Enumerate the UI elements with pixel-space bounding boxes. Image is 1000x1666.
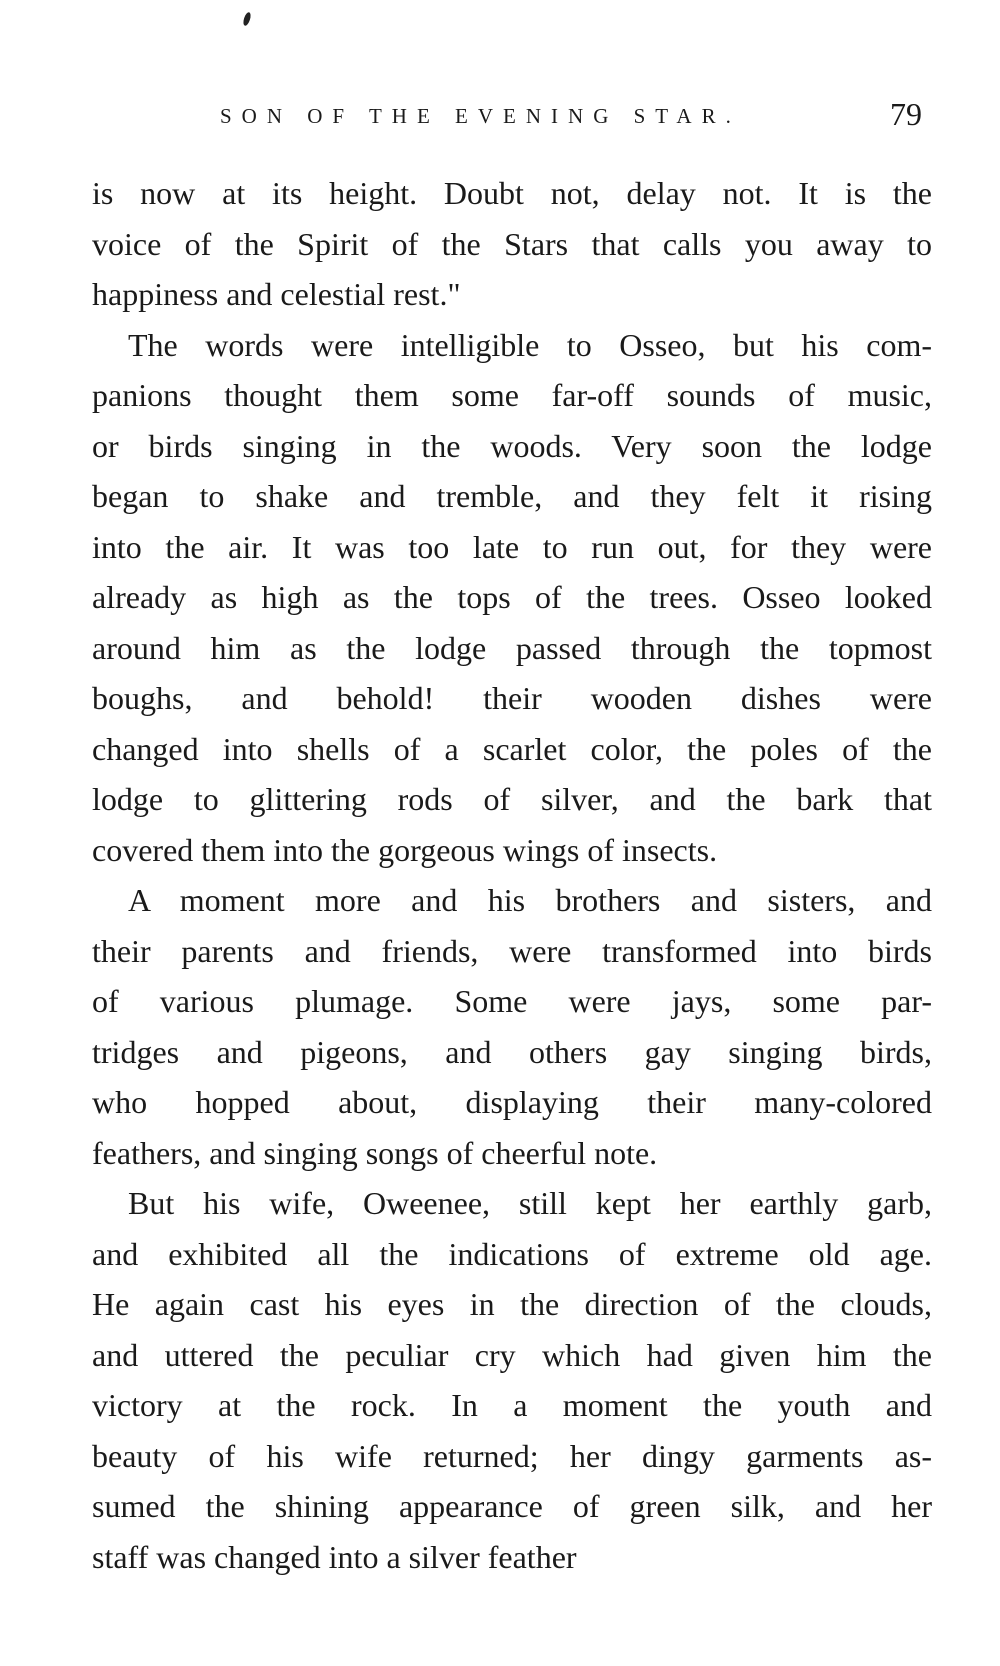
text-line: A moment more and his brothers and sisters, and — [128, 882, 932, 918]
text-line: and exhibited all the indications of extreme old age. — [92, 1235, 932, 1272]
text-line: is now at its height. Doubt not, delay not. It is the — [92, 175, 932, 211]
text-line: lodge to glittering rods of silver, and the bark that — [92, 781, 932, 817]
text-line: or birds singing in the woods. Very soon the lodge — [92, 427, 932, 464]
text-line: of various plumage. Some were jays, some par- — [92, 983, 932, 1019]
text-line: panions thought them some far-off sounds of music, — [92, 377, 932, 413]
text-line: happiness and celestial rest." — [92, 276, 461, 312]
text-line: changed into shells of a scarlet color, the poles of the — [92, 730, 932, 767]
text-line: began to shake and tremble, and they felt it rising — [92, 478, 932, 514]
running-title: SON OF THE EVENING STAR. — [220, 104, 741, 128]
paragraph-1 — [92, 168, 932, 320]
paragraph-4 — [92, 1178, 932, 1582]
paragraph-2 — [92, 320, 932, 876]
text-line: their parents and friends, were transformed into birds — [92, 932, 932, 969]
text-line: already as high as the tops of the trees. Osseo looked — [92, 579, 932, 615]
text-line: He again cast his eyes in the direction of the clouds, — [92, 1286, 932, 1322]
body-text — [92, 168, 932, 1582]
text-line: boughs, and behold! their wooden dishes were — [92, 680, 932, 716]
text-line: into the air. It was too late to run out, for they were — [92, 528, 932, 565]
text-line: staff was changed into a silver feather — [92, 1538, 577, 1575]
text-line: sumed the shining appearance of green silk, and her — [92, 1488, 932, 1524]
text-line: feathers, and singing songs of cheerful note. — [92, 1134, 658, 1171]
text-line: The words were intelligible to Osseo, but his com- — [128, 326, 932, 363]
page-number: 79 — [890, 96, 922, 132]
text-line: beauty of his wife returned; her dingy garments as- — [92, 1437, 932, 1474]
text-line: covered them into the gorgeous wings of insects. — [92, 831, 718, 868]
text-line: and uttered the peculiar cry which had given him the — [92, 1336, 932, 1373]
text-line: who hopped about, displaying their many-colored — [92, 1084, 932, 1120]
text-line: But his wife, Oweenee, still kept her earthly garb, — [128, 1185, 932, 1221]
text-line: tridges and pigeons, and others gay singing birds, — [92, 1033, 932, 1070]
page-header — [0, 98, 1000, 138]
text-line: voice of the Spirit of the Stars that calls you away to — [92, 225, 932, 262]
ink-speck — [242, 11, 252, 26]
text-line: around him as the lodge passed through the topmost — [92, 629, 932, 666]
text-line: victory at the rock. In a moment the youth and — [92, 1387, 932, 1423]
paragraph-3 — [92, 875, 932, 1178]
